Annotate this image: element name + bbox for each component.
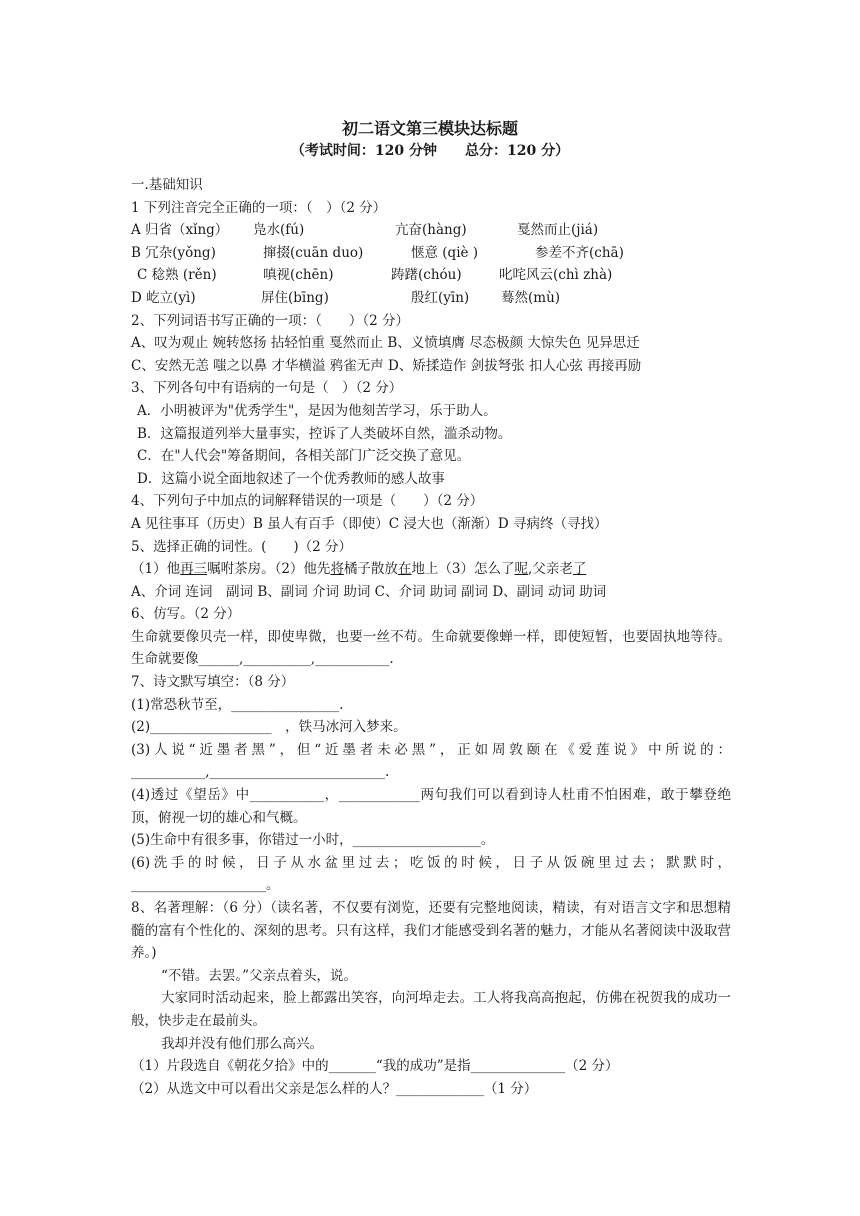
question-5-sentences: （1）他再三嘱咐茶房。（2）他先将橘子散放在地上（3）怎么了呢,父亲老了 [131,561,587,578]
question-3-option-a: A．小明被评为"优秀学生"，是因为他刻苦学习，乐于助人。 [137,402,497,419]
score-info: 总分：120 分） [465,143,570,159]
question-7-item-3: (3)人说“近墨者黑”，但“近墨者未必黑”，正如周敦颐在《爱莲说》中所说的：___________,__________________________. [131,741,731,781]
question-4-stem: 4、下列句子中加点的词解释错误的一项是（ ）（2 分） [131,493,484,510]
question-3-option-c: C．在"人代会"筹备期间，各相关部门广泛交换了意见。 [137,448,471,465]
question-7-item-5: (5)生命中有很多事，你错过一小时，___________________。 [131,832,495,849]
passage-paragraph-3: 我却并没有他们那么高兴。 [161,1035,323,1052]
question-1-option-a: A 归省（xǐng） 凫水(fú) 亢奋(hàng) 戛然而止(jiá) [131,222,599,239]
exam-info [0,140,860,160]
question-6-stem: 6、仿写。（2 分） [131,606,241,623]
question-6-text: 生命就要像贝壳一样，即使卑微，也要一丝不苟。生命就要像蝉一样，即使短暂，也要固执地等待。生命就要像______,__________,___________. [131,628,731,668]
question-5-options: A、介词 连词 副词 B、副词 介词 助词 C、介词 助词 副词 D、副词 动词 助词 [131,583,607,600]
question-5-stem: 5、选择正确的词性。( )（2 分） [131,538,353,555]
question-3-option-d: D．这篇小说全面地叙述了一个优秀教师的感人故事 [137,470,445,487]
question-7-item-6: (6)洗手的时候，日子从水盆里过去；吃饭的时候，日子从饭碗里过去；默默时，____________________。 [131,854,731,894]
question-2-stem: 2、下列词语书写正确的一项：（ ）（2 分） [131,312,409,329]
exam-body [131,174,731,1100]
question-2-options-ab: A、叹为观止 婉转悠扬 拈轻怕重 戛然而止 B、义愤填膺 尽态极颜 大惊失色 见异思迁 [131,335,640,352]
question-3-stem: 3、下列各句中有语病的一句是（ ）（2 分） [131,380,403,397]
section-heading: 一.基础知识 [131,177,203,193]
question-1-option-b: B 冗杂(yǒng) 撺掇(cuān duo) 惬意 (qiè ) 参差不齐(chā) [131,244,624,261]
question-8-sub-2: （2）从选文中可以看出父亲是怎么样的人？_____________（1 分） [131,1080,538,1097]
question-1-option-d: D 屹立(yì) 屏住(bīng) 殷红(yīn) 蓦然(mù) [131,289,561,306]
question-1-stem: 1 下列注音完全正确的一项：（ ）（2 分） [131,199,387,216]
passage-paragraph-1: “不错。去罢。”父亲点着头，说。 [161,967,358,984]
question-4-options: A 见往事耳（历史）B 虽人有百手（即使）C 浸大也（渐渐）D 寻病终（寻找） [131,515,608,532]
question-8-stem: 8、名著理解：（6 分）（读名著，不仅要有浏览，还要有完整地阅读，精读，有对语言文字和思想精髓的富有个性化的、深刻的思考。只有这样，我们才能感受到名著的魅力，才能从名著阅读中汲取营养。) [131,900,731,962]
question-3-option-b: B．这篇报道列举大量事实，控诉了人类破坏自然，滥杀动物。 [137,425,512,442]
question-8-sub-1: （1）片段选自《朝花夕拾》中的_______“我的成功”是指______________（2 分） [131,1058,619,1075]
page-title: 初二语文第三模块达标题 [341,119,518,138]
time-info: （考试时间：120 分钟 [290,143,437,159]
passage-paragraph-2: 大家同时活动起来，脸上都露出笑容，向河埠走去。工人将我高高抱起，仿佛在祝贺我的成功一般，快步走在最前头。 [131,990,731,1029]
question-7-item-1: (1)常恐秋节至，________________. [131,696,344,713]
question-7-item-4: (4)透过《望岳》中___________，____________两句我们可以看到诗人杜甫不怕困难，敢于攀登绝顶，俯视一切的雄心和气概。 [131,787,731,826]
question-1-option-c: C 稔熟 (rěn) 嗔视(chēn) 踌躇(chóu) 叱咤风云(chì zhà) [137,267,613,284]
question-7-item-2: (2)__________________ ，铁马冰河入梦来。 [131,719,407,736]
question-2-options-cd: C、安然无恙 嗤之以鼻 才华横溢 鸦雀无声 D、矫揉造作 剑拔弩张 扣人心弦 再接再励 [131,357,642,374]
question-7-stem: 7、诗文默写填空：（8 分） [131,674,295,691]
